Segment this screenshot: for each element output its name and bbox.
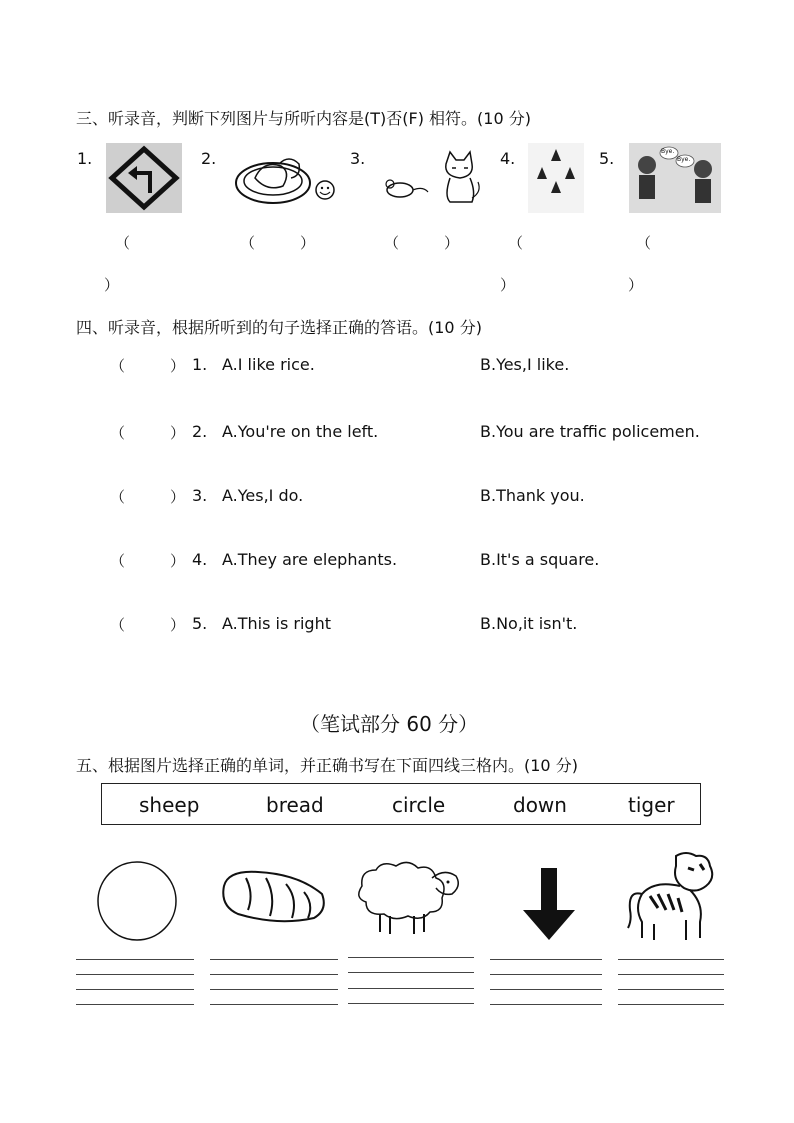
writing-line[interactable] <box>618 974 724 975</box>
writing-line[interactable] <box>76 959 194 960</box>
item-number: 2. <box>201 149 217 168</box>
down-arrow-icon <box>520 866 578 942</box>
bread-plate-icon <box>233 148 339 208</box>
section3-heading: 三、听录音，判断下列图片与所听内容是(T)否(F) 相符。(10 分) <box>76 109 531 128</box>
item-number: 1. <box>77 149 93 168</box>
question-number: 3. <box>192 486 208 505</box>
writing-line[interactable] <box>618 1004 724 1005</box>
section5-heading: 五、根据图片选择正确的单词，并正确书写在下面四线三格内。(10 分) <box>76 756 578 775</box>
option-b: B.Thank you. <box>480 486 585 505</box>
answer-blank[interactable]: （ ） <box>110 552 186 570</box>
writing-line[interactable] <box>490 959 602 960</box>
answer-paren-close: ） <box>628 276 644 294</box>
question-number: 1. <box>192 355 208 374</box>
option-b: B.Yes,I like. <box>480 355 570 374</box>
answer-paren-open: （ <box>636 234 652 252</box>
word-bank-item: circle <box>392 793 446 817</box>
speech-bubble-text: Bye. <box>677 156 691 163</box>
option-a: A.This is right <box>222 614 331 633</box>
writing-line[interactable] <box>210 974 338 975</box>
speech-bubble-text: Bye. <box>661 148 675 155</box>
writing-line[interactable] <box>490 1004 602 1005</box>
writing-line[interactable] <box>490 989 602 990</box>
item-number: 5. <box>599 149 615 168</box>
writing-line[interactable] <box>348 957 474 958</box>
question-number: 4. <box>192 550 208 569</box>
section4-heading: 四、听录音，根据所听到的句子选择正确的答语。(10 分) <box>76 318 482 337</box>
option-a: A.Yes,I do. <box>222 486 304 505</box>
writing-line[interactable] <box>348 972 474 973</box>
option-b: B.You are traffic policemen. <box>480 422 700 441</box>
answer-blank[interactable]: （ ） <box>110 357 186 375</box>
answer-paren-close: ） <box>500 276 516 294</box>
answer-blank[interactable]: （ ） <box>110 616 186 634</box>
answer-paren-close: ） <box>104 276 120 294</box>
bread-icon <box>218 864 330 928</box>
writing-line[interactable] <box>76 1004 194 1005</box>
circle-icon <box>94 858 180 944</box>
triangles-icon <box>528 143 584 213</box>
writing-line[interactable] <box>210 1004 338 1005</box>
question-number: 5. <box>192 614 208 633</box>
written-section-title: （笔试部分 60 分） <box>300 712 479 736</box>
answer-blank[interactable]: （ ） <box>384 234 460 252</box>
word-bank-item: sheep <box>139 793 200 817</box>
tiger-icon <box>624 850 720 942</box>
kids-saying-bye-icon <box>629 143 721 213</box>
option-a: A.I like rice. <box>222 355 315 374</box>
answer-blank[interactable]: （ ） <box>240 234 316 252</box>
sheep-icon <box>352 856 464 938</box>
word-bank-item: bread <box>266 793 324 817</box>
writing-line[interactable] <box>618 989 724 990</box>
item-number: 3. <box>350 149 366 168</box>
option-b: B.No,it isn't. <box>480 614 578 633</box>
writing-line[interactable] <box>76 974 194 975</box>
answer-paren-open: （ <box>115 234 131 252</box>
writing-line[interactable] <box>348 988 474 989</box>
answer-blank[interactable]: （ ） <box>110 424 186 442</box>
word-bank <box>101 783 701 825</box>
option-a: A.They are elephants. <box>222 550 398 569</box>
writing-line[interactable] <box>210 959 338 960</box>
turn-left-sign-icon <box>106 143 182 213</box>
answer-paren-open: （ <box>508 234 524 252</box>
answer-blank[interactable]: （ ） <box>110 488 186 506</box>
writing-line[interactable] <box>348 1003 474 1004</box>
writing-line[interactable] <box>76 989 194 990</box>
item-number: 4. <box>500 149 516 168</box>
writing-line[interactable] <box>490 974 602 975</box>
option-b: B.It's a square. <box>480 550 600 569</box>
question-number: 2. <box>192 422 208 441</box>
mouse-and-cat-icon <box>378 146 484 206</box>
word-bank-item: down <box>513 793 567 817</box>
option-a: A.You're on the left. <box>222 422 379 441</box>
writing-line[interactable] <box>210 989 338 990</box>
writing-line[interactable] <box>618 959 724 960</box>
word-bank-item: tiger <box>628 793 675 817</box>
